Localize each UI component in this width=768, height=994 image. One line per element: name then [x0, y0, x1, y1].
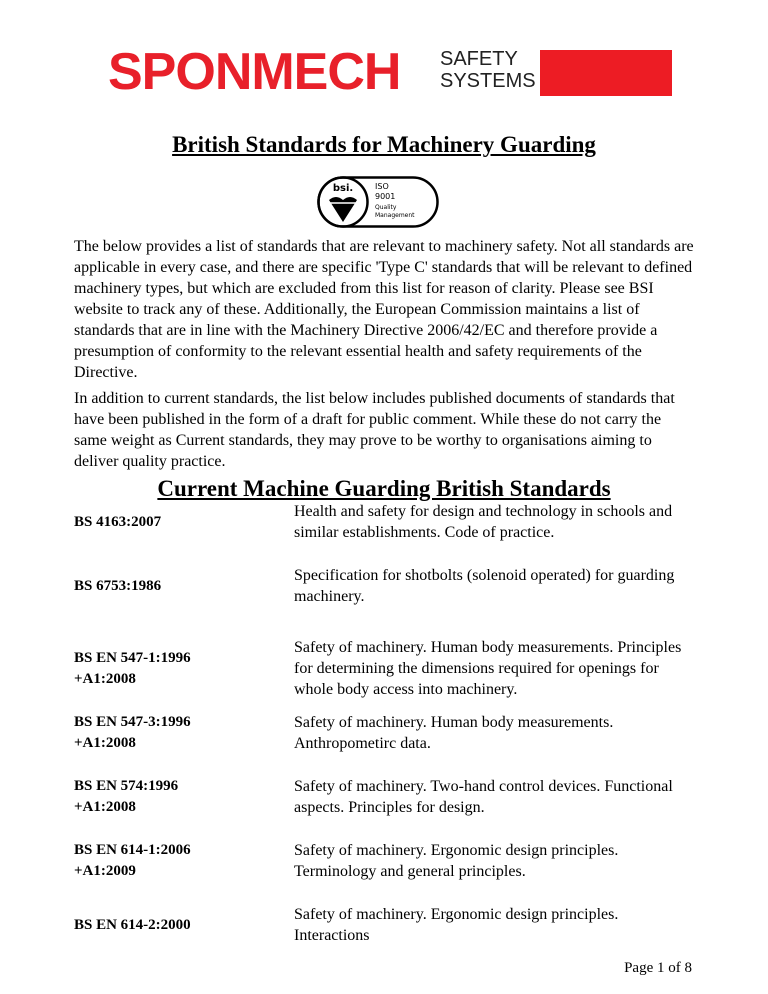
- standard-row: [74, 840, 694, 882]
- logo-red-bar: [540, 50, 672, 96]
- standard-row: [74, 501, 694, 543]
- standard-description: Safety of machinery. Human body measurements. Anthropometirc data.: [294, 714, 614, 752]
- logo-sub-line1: SAFETY: [440, 48, 518, 70]
- standard-code: BS EN 574:1996 +A1:2008: [74, 778, 179, 815]
- logo-brand: SPONMECH: [108, 43, 401, 101]
- standard-code: BS EN 614-2:2000: [74, 916, 191, 933]
- standard-description: Safety of machinery. Ergonomic design principles. Terminology and general principles.: [294, 842, 619, 880]
- standard-row: [74, 776, 694, 818]
- standard-description: Safety of machinery. Human body measurements. Principles for determining the dimensions required for openings for whole body access into machinery.: [294, 639, 682, 698]
- standard-code: BS EN 614-1:2006 +A1:2009: [74, 842, 191, 879]
- standard-code: BS EN 547-3:1996 +A1:2008: [74, 714, 191, 751]
- badge-quality: Quality: [375, 204, 397, 211]
- standard-row: [74, 565, 694, 607]
- standard-row: [74, 904, 694, 946]
- logo-subtitle: [440, 48, 536, 92]
- standard-code: BS EN 547-1:1996 +A1:2008: [74, 649, 191, 687]
- page-title: British Standards for Machinery Guarding: [172, 132, 596, 157]
- drafts-paragraph: In addition to current standards, the list below includes published documents of standards that have been published in the form of a draft for public comment. While these do not carry the same weight as Current standards, they may prove to be worthy to organisations aiming to deliver quality practice.: [74, 390, 675, 470]
- badge-management: Management: [375, 212, 415, 219]
- standard-code: BS 6753:1986: [74, 577, 162, 594]
- bsi-text: bsi.: [332, 183, 354, 194]
- page-number: Page 1 of 8: [624, 960, 692, 976]
- standard-code: BS 4163:2007: [74, 513, 162, 530]
- badge-9001: 9001: [375, 192, 396, 201]
- standard-description: Health and safety for design and technology in schools and similar establishments. Code of practice.: [294, 503, 673, 541]
- standard-description: Specification for shotbolts (solenoid operated) for guarding machinery.: [294, 567, 675, 605]
- standard-row: [74, 712, 694, 754]
- intro-paragraph: The below provides a list of standards that are relevant to machinery safety. Not all standards are applicable in every case, and there are specific 'Type C' standards that will be relevant to defined machinery types, but which are excluded from this list for reason of clarity. Please see BSI website to track any of these. Additionally, the European Commission maintains a list of standards that are in line with the Machinery Directive 2006/42/EC and therefore provide a presumption of conformity to the relevant essential health and safety requirements of the Directive.: [74, 238, 694, 381]
- standard-row: [74, 637, 694, 700]
- sponmech-logo: [108, 43, 668, 101]
- badge-iso: ISO: [375, 182, 389, 191]
- standard-description: Safety of machinery. Ergonomic design principles. Interactions: [294, 906, 619, 944]
- logo-sub-line2: SYSTEMS: [440, 70, 536, 92]
- section-heading: Current Machine Guarding British Standards: [157, 476, 611, 501]
- standard-description: Safety of machinery. Two-hand control devices. Functional aspects. Principles for design.: [294, 778, 673, 816]
- bsi-kitemark-icon: [329, 197, 357, 222]
- bsi-iso-9001-badge: [317, 176, 439, 228]
